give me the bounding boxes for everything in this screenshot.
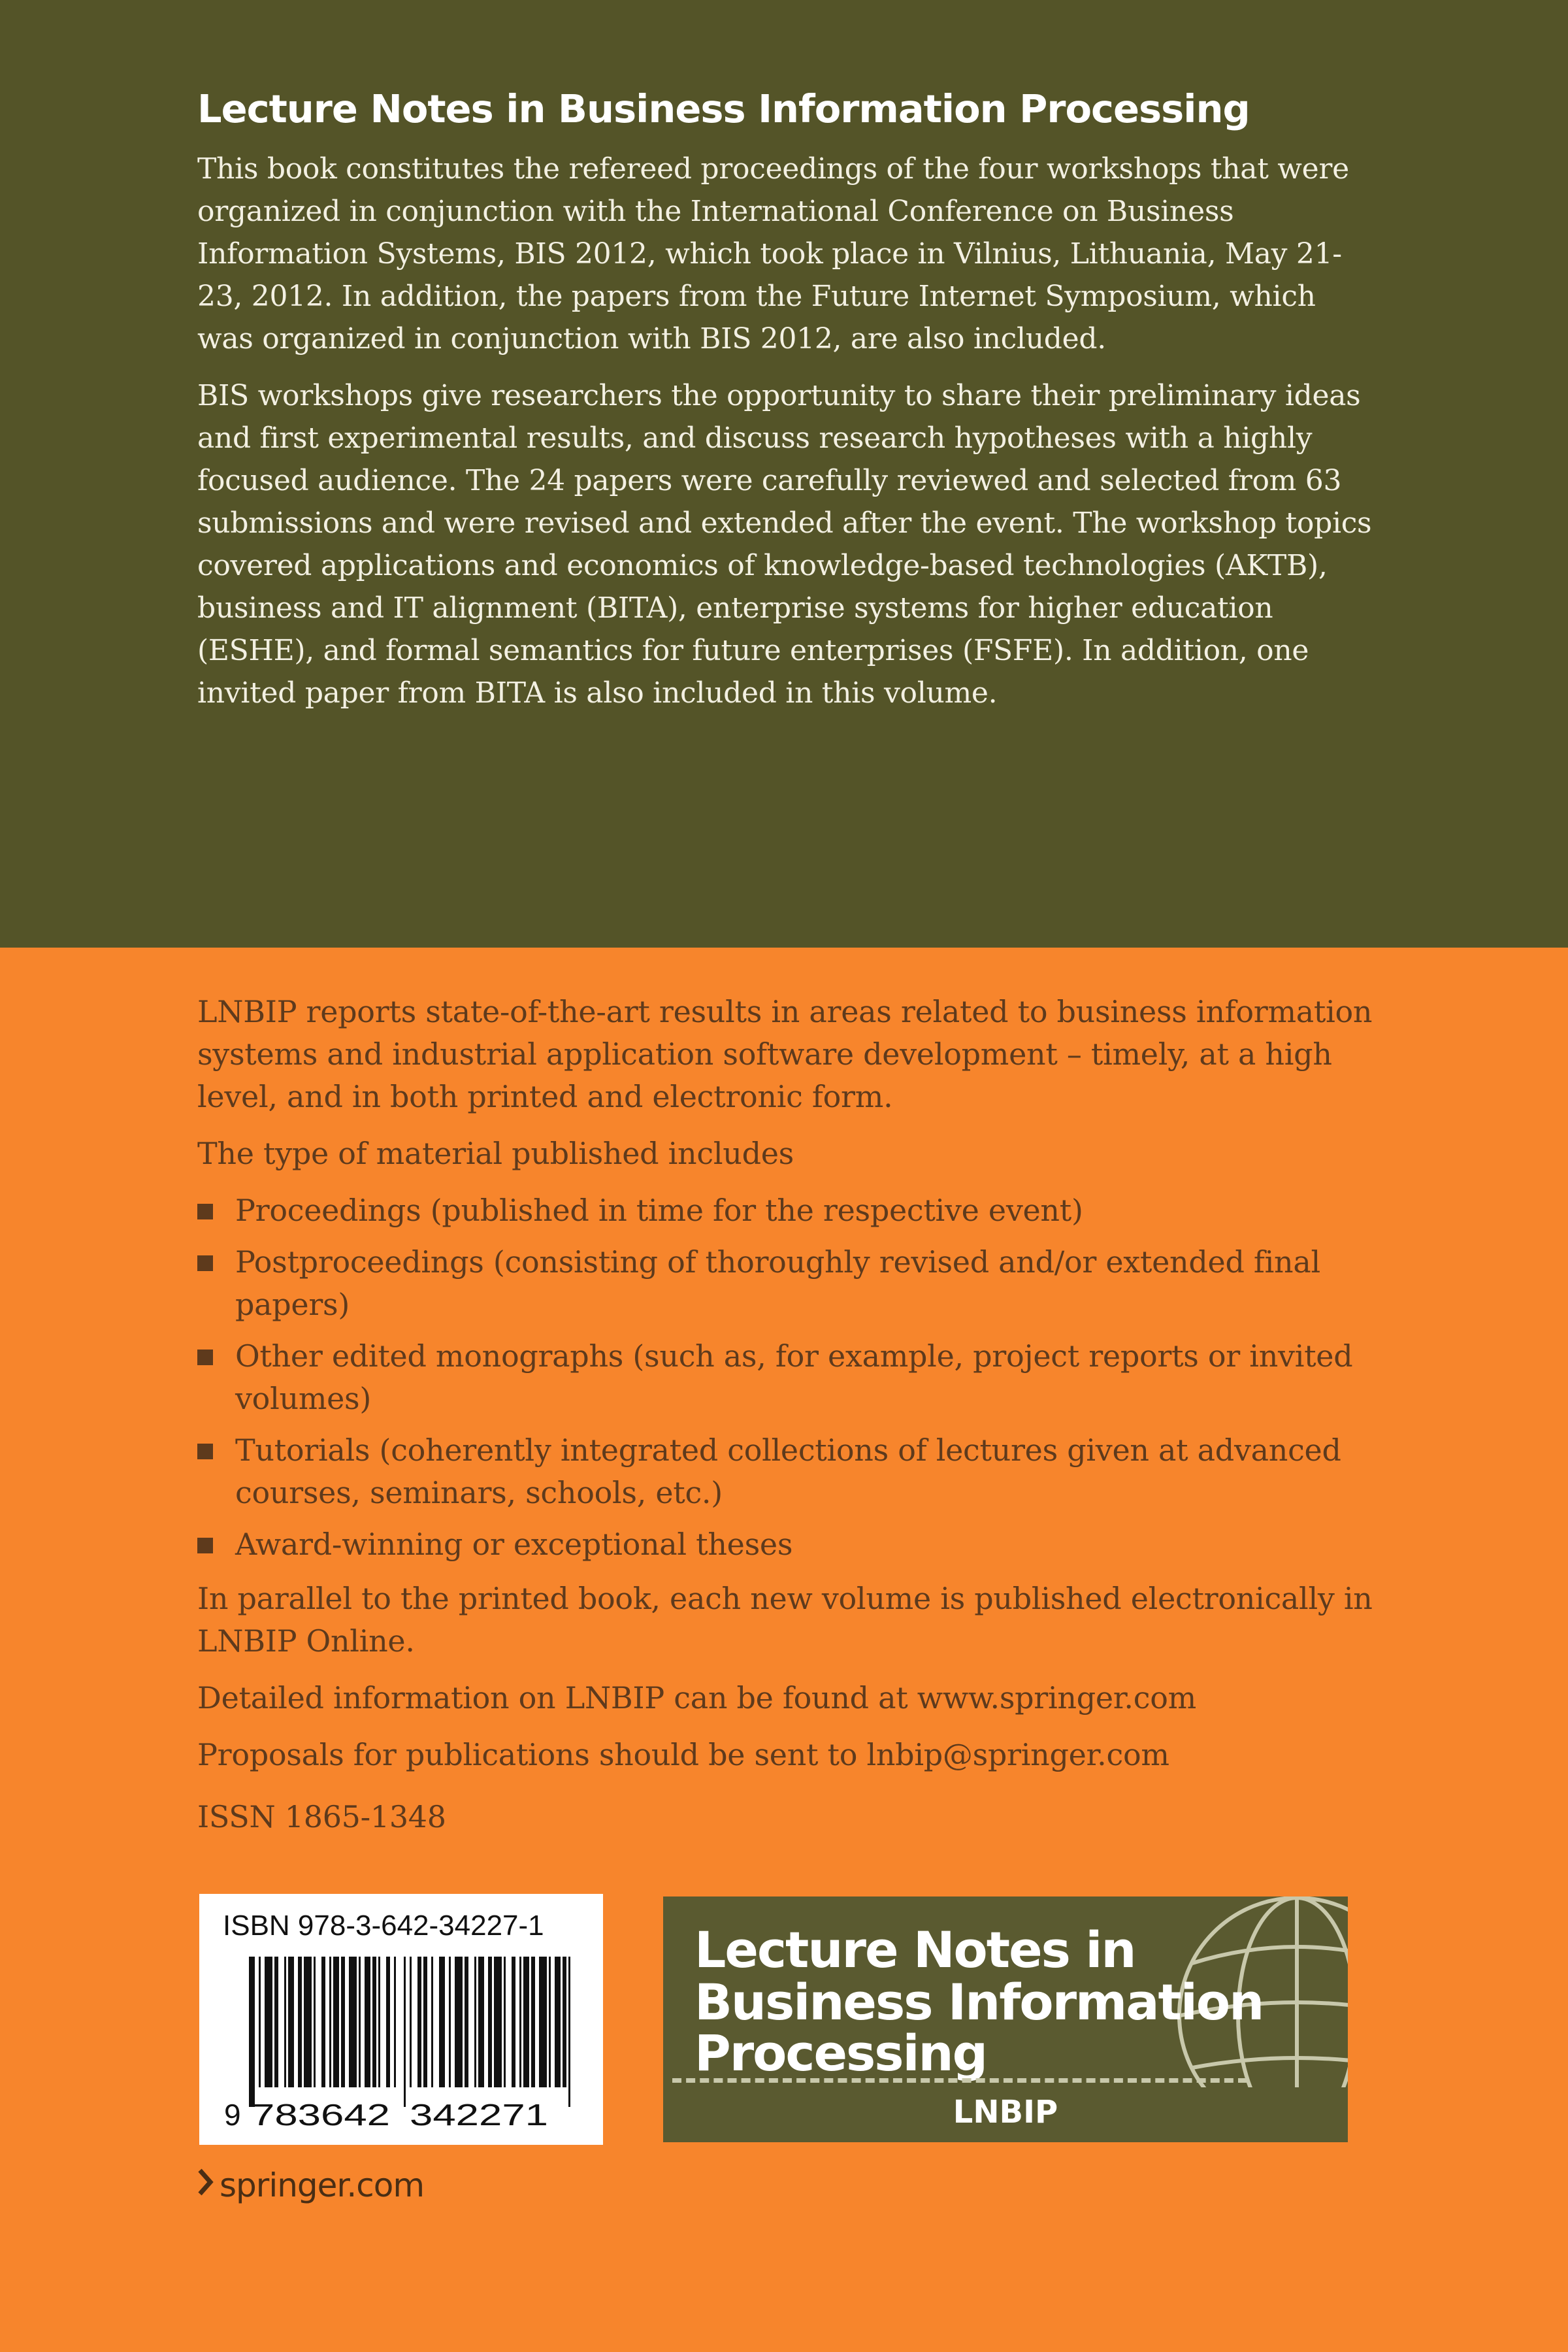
logo-line-2: Business Information [694, 1973, 1264, 2031]
isbn-label: ISBN 978-3-642-34227-1 [223, 1910, 544, 1942]
online-note: In parallel to the printed book, each new volume is published electronically in LNBIP Online. [197, 1581, 1373, 1659]
issn: ISSN 1865-1348 [197, 1799, 446, 1834]
type-heading: The type of material published includes [197, 1136, 794, 1171]
logo-abbreviation: LNBIP [953, 2094, 1058, 2130]
type-item-postproceedings: Postproceedings (consisting of thoroughly revised and/or extended final papers) [197, 1241, 1386, 1326]
top-panel [0, 0, 1568, 948]
type-item-tutorials: Tutorials (coherently integrated collections of lectures given at advanced courses, seminars, schools, etc.) [197, 1429, 1386, 1514]
square-bullet-icon [197, 1350, 213, 1365]
proposals-note: Proposals for publications should be sent to lnbip@springer.com [197, 1737, 1169, 1772]
series-intro: LNBIP reports state-of-the-art results in areas related to business information systems and industrial application software development – timely, at a high level, and in both printed and electronic form. [197, 994, 1373, 1114]
series-title: Lecture Notes in Business Information Processing [197, 86, 1250, 131]
barcode-digit-first: 9 [224, 2098, 241, 2132]
square-bullet-icon [197, 1204, 213, 1219]
description-block [197, 80, 1373, 729]
logo-dashed-divider [672, 2078, 1247, 2083]
square-bullet-icon [197, 1538, 213, 1553]
type-item-theses: Award-winning or exceptional theses [197, 1523, 1386, 1566]
isbn-barcode-box [199, 1894, 603, 2145]
description-paragraph-2: BIS workshops give researchers the opportunity to share their preliminary ideas and first experimental results, and discuss research hypotheses with a highly focused audience. The 24 papers were carefully reviewed and selected from 63 submissions and were revised and extended after the event. The workshop topics covered applications and economics of knowledge-based technologies (AKTB), business and IT alignment (BITA), enterprise systems for higher education (ESHE), and formal semantics for future enterprises (FSFE). In addition, one invited paper from BITA is also included in this volume. [197, 379, 1372, 710]
barcode-bars [249, 1957, 570, 2107]
chevron-right-icon [197, 2168, 214, 2196]
barcode-digits-left: 783642 [252, 2098, 390, 2132]
springer-link-text: springer.com [220, 2166, 425, 2204]
description-paragraph-1: This book constitutes the refereed proceedings of the four workshops that were organized in conjunction with the International Conference on Business Information Systems, BIS 2012, which took place in Vilnius, Lithuania, May 21-23, 2012. In addition, the papers from the Future Internet Symposium, which was organized in conjunction with BIS 2012, are also included. [197, 152, 1349, 356]
logo-line-3: Processing [694, 2024, 987, 2082]
info-note: Detailed information on LNBIP can be found at www.springer.com [197, 1680, 1196, 1715]
series-logo [663, 1897, 1348, 2142]
barcode [223, 1957, 580, 2133]
square-bullet-icon [197, 1255, 213, 1271]
square-bullet-icon [197, 1444, 213, 1459]
springer-link[interactable] [197, 2166, 424, 2204]
type-item-monographs: Other edited monographs (such as, for example, project reports or invited volumes) [197, 1335, 1386, 1420]
series-info-block [197, 991, 1386, 1853]
type-list [197, 1189, 1386, 1566]
type-item-proceedings: Proceedings (published in time for the respective event) [197, 1189, 1386, 1232]
logo-line-1: Lecture Notes in [694, 1921, 1135, 1979]
barcode-digits-right: 342271 [410, 2098, 548, 2132]
